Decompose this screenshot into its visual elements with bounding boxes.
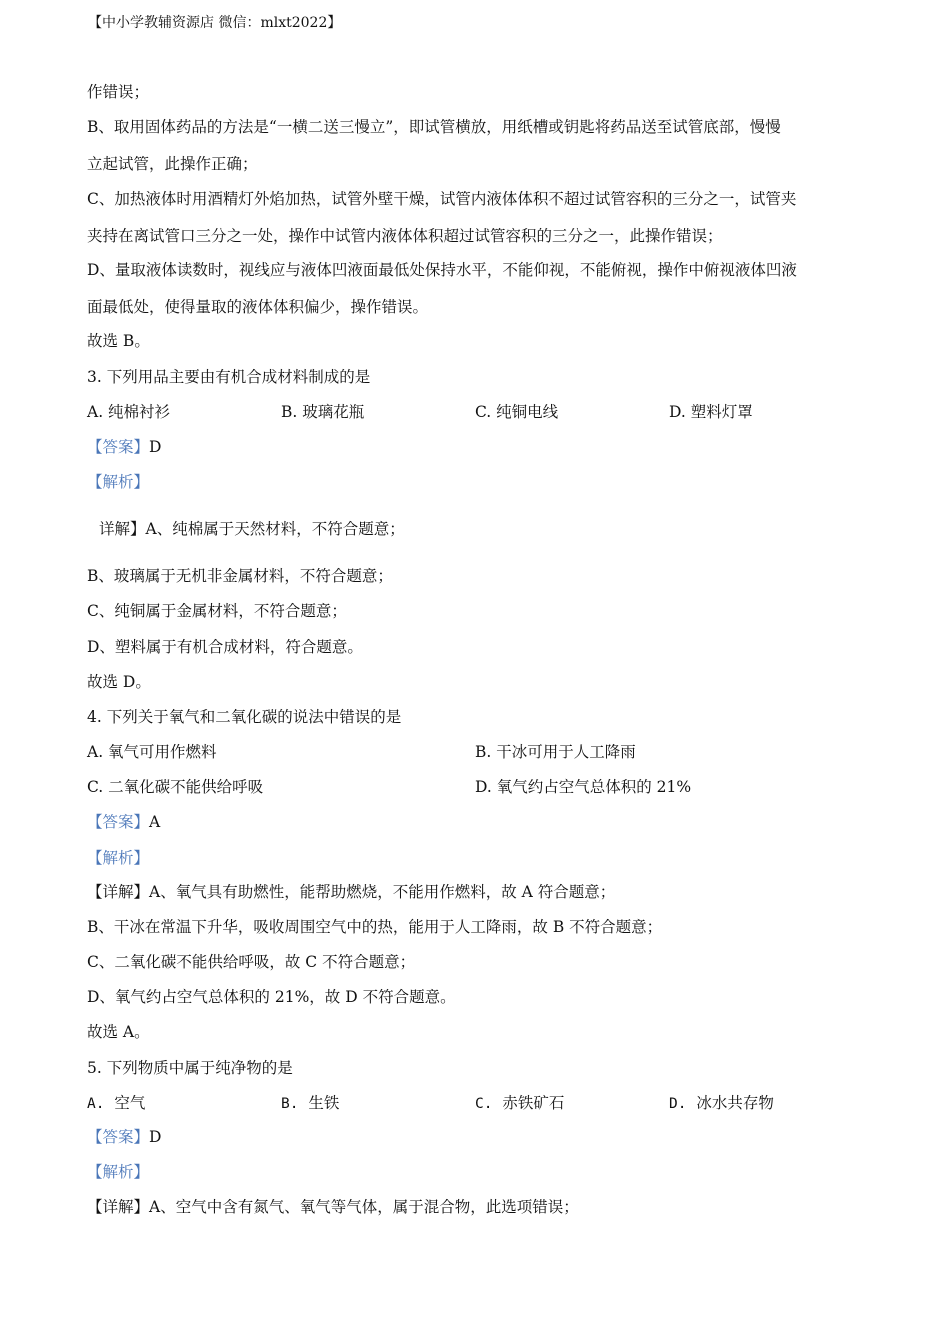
analysis-tag: 【解析】 bbox=[87, 473, 150, 491]
option-a: A. 纯棉衬衫 bbox=[87, 403, 171, 421]
answer-line bbox=[87, 437, 161, 457]
text-line: B、玻璃属于无机非金属材料，不符合题意； bbox=[87, 567, 393, 585]
question-stem: 4. 下列关于氧气和二氧化碳的说法中错误的是 bbox=[87, 708, 402, 726]
option-text: 生铁 bbox=[308, 1094, 340, 1112]
text-line: 故选 D。 bbox=[87, 673, 151, 691]
option-letter: A. bbox=[87, 1096, 105, 1112]
answer-value: D bbox=[149, 1128, 162, 1146]
text-line: C、加热液体时用酒精灯外焰加热，试管外壁干燥，试管内液体体积不超过试管容积的三分之一，试管夹 bbox=[87, 190, 797, 208]
page-header: 【中小学教辅资源店 微信：mlxt2022】 bbox=[88, 15, 342, 31]
option-a: A. 氧气可用作燃料 bbox=[87, 743, 217, 761]
text-line: D、氧气约占空气总体积的 21%，故 D 不符合题意。 bbox=[87, 988, 456, 1006]
option-c: C. 二氧化碳不能供给呼吸 bbox=[87, 778, 264, 796]
text-line: 故选 A。 bbox=[87, 1023, 150, 1041]
answer-tag: 【答案】 bbox=[87, 813, 150, 831]
text-line: 夹持在离试管口三分之一处，操作中试管内液体体积超过试管容积的三分之一，此操作错误； bbox=[87, 227, 723, 245]
answer-line bbox=[87, 812, 160, 832]
text-line: B、干冰在常温下升华，吸收周围空气中的热，能用于人工降雨，故 B 不符合题意； bbox=[87, 918, 663, 936]
option-letter: B. bbox=[281, 1096, 299, 1112]
option-d: D. 氧气约占空气总体积的 21% bbox=[475, 778, 692, 796]
answer-tag: 【答案】 bbox=[87, 438, 150, 456]
option-c bbox=[475, 1093, 564, 1114]
text-line: 面最低处，使得量取的液体体积偏少，操作错误。 bbox=[87, 298, 429, 316]
text-line: 故选 B。 bbox=[87, 332, 150, 350]
option-a bbox=[87, 1093, 145, 1114]
option-letter: D. bbox=[669, 1096, 687, 1112]
option-text: 空气 bbox=[114, 1094, 146, 1112]
answer-value: D bbox=[149, 438, 162, 456]
answer-tag: 【答案】 bbox=[87, 1128, 150, 1146]
option-d bbox=[669, 1093, 774, 1114]
text-line: 作错误； bbox=[87, 83, 150, 101]
detail-line: 【详解】A、空气中含有氮气、氧气等气体，属于混合物，此选项错误； bbox=[87, 1198, 579, 1216]
option-text: 赤铁矿石 bbox=[502, 1094, 565, 1112]
analysis-tag: 【解析】 bbox=[87, 1163, 150, 1181]
option-b: B. 玻璃花瓶 bbox=[281, 403, 365, 421]
answer-value: A bbox=[149, 813, 161, 831]
text-line: 立起试管，此操作正确； bbox=[87, 155, 258, 173]
question-stem: 3. 下列用品主要由有机合成材料制成的是 bbox=[87, 368, 371, 386]
answer-line bbox=[87, 1127, 161, 1147]
option-letter: C. bbox=[475, 1096, 493, 1112]
text-line: C、二氧化碳不能供给呼吸，故 C 不符合题意； bbox=[87, 953, 416, 971]
option-c: C. 纯铜电线 bbox=[475, 403, 559, 421]
option-b bbox=[281, 1093, 339, 1114]
question-stem: 5. 下列物质中属于纯净物的是 bbox=[87, 1059, 293, 1077]
text-line: B、取用固体药品的方法是“一横二送三慢立”，即试管横放，用纸槽或钥匙将药品送至试管底部，慢慢 bbox=[87, 118, 781, 136]
option-b: B. 干冰可用于人工降雨 bbox=[475, 743, 636, 761]
option-text: 冰水共存物 bbox=[696, 1094, 774, 1112]
detail-line: 详解】A、纯棉属于天然材料，不符合题意； bbox=[99, 520, 405, 538]
analysis-tag: 【解析】 bbox=[87, 849, 150, 867]
text-line: D、塑料属于有机合成材料，符合题意。 bbox=[87, 638, 363, 656]
option-d: D. 塑料灯罩 bbox=[669, 403, 753, 421]
text-line: C、纯铜属于金属材料，不符合题意； bbox=[87, 602, 347, 620]
detail-line: 【详解】A、氧气具有助燃性，能帮助燃烧，不能用作燃料，故 A 符合题意； bbox=[87, 883, 616, 901]
text-line: D、量取液体读数时，视线应与液体凹液面最低处保持水平，不能仰视，不能俯视，操作中俯视液体凹液 bbox=[87, 261, 797, 279]
